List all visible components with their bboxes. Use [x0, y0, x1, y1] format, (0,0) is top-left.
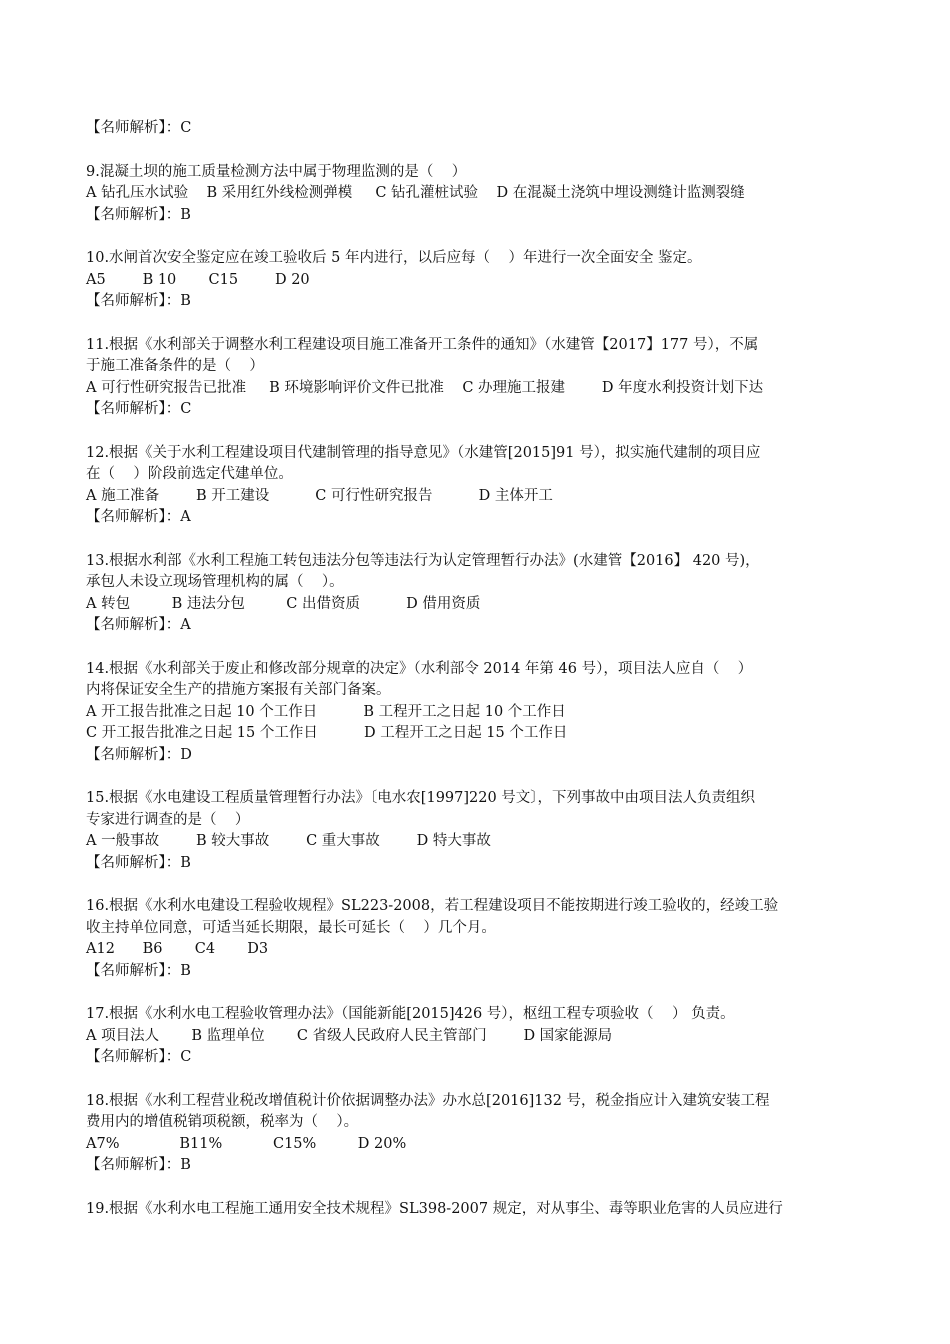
question-line: 12.根据《关于水利工程建设项目代建制管理的指导意见》（水建管[2015]91 号），拟实施代建制的项目应: [86, 444, 761, 461]
question-line: 18.根据《水利工程营业税改增值税计价依据调整办法》办水总[2016]132 号，税金指应计入建筑安装工程: [86, 1092, 770, 1109]
paragraph-gap: [86, 313, 876, 335]
answer-line: 【名师解析】：A: [86, 509, 191, 525]
answer-line: 【名师解析】：C: [86, 401, 192, 417]
paragraph-gap: [86, 982, 876, 1004]
text-line: 于施工准备条件的是（ ）: [86, 358, 264, 374]
paragraph-gap: [86, 140, 876, 162]
answer-line: 【名师解析】：B: [86, 1157, 191, 1173]
answer-line: 【名师解析】：B: [86, 962, 191, 979]
text-line: 在（ ）阶段前选定代建单位。: [86, 466, 293, 482]
answer-line: 【名师解析】：B: [86, 854, 191, 871]
paragraph-gap: [86, 1177, 876, 1199]
answer-line: 【名师解析】：B: [86, 293, 191, 309]
answer-line: 【名师解析】：D: [86, 746, 192, 763]
question-line: 19.根据《水利水电工程施工通用安全技术规程》SL398-2007 规定，对从事尘、毒等职业危害的人员应进行: [86, 1200, 783, 1217]
text-line: A 可行性研究报告已批准 B 环境影响评价文件已批准 C 办理施工报建 D 年度水利投资计划下达: [86, 379, 764, 396]
answer-line: 【名师解析】：C: [86, 1049, 192, 1065]
paragraph-gap: [86, 1069, 876, 1091]
text-line: A 施工准备 B 开工建设 C 可行性研究报告 D 主体开工: [86, 487, 553, 504]
answer-line: 【名师解析】：A: [86, 617, 191, 633]
text-line: 专家进行调查的是（ ）: [86, 811, 250, 828]
text-line: A 开工报告批准之日起 10 个工作日 B 工程开工之日起 10 个工作日: [86, 703, 566, 720]
answer-line: 【名师解析】：C: [86, 120, 192, 136]
text-line: A 钻孔压水试验 B 采用红外线检测弹模 C 钻孔灌桩试验 D 在混凝土浇筑中埋设测缝计监测裂缝: [86, 185, 745, 201]
text-line: A 转包 B 违法分包 C 出借资质 D 借用资质: [86, 595, 481, 612]
question-line: 17.根据《水利水电工程验收管理办法》（国能新能[2015]426 号），枢纽工程专项验收（ ） 负责。: [86, 1006, 735, 1022]
question-line: 9.混凝土坝的施工质量检测方法中属于物理监测的是（ ）: [86, 163, 467, 180]
text-line: A5 B 10 C15 D 20: [86, 271, 310, 288]
text-line: A 一般事故 B 较大事故 C 重大事故 D 特大事故: [86, 833, 491, 849]
document-page: [86, 118, 876, 1220]
paragraph-gap: [86, 637, 876, 659]
question-line: 10.水闸首次安全鉴定应在竣工验收后 5 年内进行，以后应每（ ）年进行一次全面安全 鉴定。: [86, 250, 702, 266]
paragraph-gap: [86, 421, 876, 443]
text-line: A7% B11% C15% D 20%: [86, 1135, 407, 1152]
text-line: 收主持单位同意，可适当延长期限，最长可延长（ ）几个月。: [86, 919, 496, 936]
question-line: 11.根据《水利部关于调整水利工程建设项目施工准备开工条件的通知》（水建管【2017】177 号），不属: [86, 336, 759, 353]
text-line: 内将保证安全生产的措施方案报有关部门备案。: [86, 682, 391, 698]
question-line: 16.根据《水利水电建设工程验收规程》SL223-2008，若工程建设项目不能按期进行竣工验收的，经竣工验: [86, 898, 779, 914]
question-line: 14.根据《水利部关于废止和修改部分规章的决定》（水利部令 2014 年第 46 号），项目法人应自（ ）: [86, 660, 753, 677]
answer-line: 【名师解析】：B: [86, 206, 191, 223]
text-line: A 项目法人 B 监理单位 C 省级人民政府人民主管部门 D 国家能源局: [86, 1027, 613, 1044]
question-line: 15.根据《水电建设工程质量管理暂行办法》〔电水农[1997]220 号文〕，下列事故中由项目法人负责组织: [86, 790, 756, 806]
paragraph-gap: [86, 226, 876, 248]
text-line: C 开工报告批准之日起 15 个工作日 D 工程开工之日起 15 个工作日: [86, 725, 568, 741]
text-line: 费用内的增值税销项税额，税率为（ ）。: [86, 1114, 359, 1130]
paragraph-gap: [86, 766, 876, 788]
text-line: A12 B6 C4 D3: [86, 941, 269, 957]
text-line: 承包人未设立现场管理机构的属（ ）。: [86, 574, 344, 590]
paragraph-gap: [86, 529, 876, 551]
question-line: 13.根据水利部《水利工程施工转包违法分包等违法行为认定管理暂行办法》(水建管【2016】 420 号)，: [86, 552, 760, 569]
paragraph-gap: [86, 874, 876, 896]
